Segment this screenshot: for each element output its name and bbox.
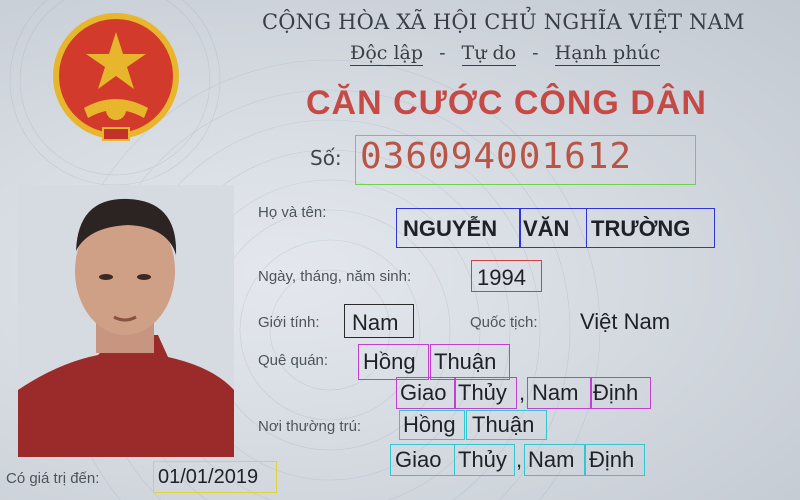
sex-box [344, 304, 414, 338]
dob-value: 1994 [477, 265, 526, 290]
hometown-line1-word-2-box [430, 344, 510, 380]
nationality-value: Việt Nam [580, 309, 671, 334]
national-emblem-icon [48, 10, 184, 150]
hometown-line2-word-2: Thủy [458, 380, 507, 405]
dob-box [471, 260, 542, 292]
hometown-line2-word-1: Giao [400, 380, 447, 405]
name-part-1-box [396, 208, 521, 248]
hometown-label: Quê quán: [258, 352, 329, 369]
residence-line2-comma: , [516, 447, 523, 472]
nationality-label: Quốc tịch: [470, 314, 538, 331]
hometown-line1-word-1-box [358, 344, 429, 380]
name-part-1: NGUYỄN [403, 216, 498, 241]
expiry-label: Có giá trị đến: [6, 470, 100, 487]
residence-line1-word-1: Hồng [403, 412, 456, 437]
national-motto [350, 42, 660, 64]
hometown-line2-word-4-box [591, 377, 651, 409]
dob-label: Ngày, tháng, năm sinh: [258, 268, 412, 285]
motto-happiness: Hạnh phúc [554, 42, 661, 64]
hometown-line2-word-3: Nam [532, 380, 579, 405]
id-number-box [355, 135, 696, 185]
residence-line2-word-3: Nam [528, 447, 575, 472]
hometown-line1-word-1: Hồng [363, 349, 416, 374]
sex-value: Nam [352, 310, 399, 335]
hometown-line2-word-1-box [396, 377, 455, 409]
portrait-icon [18, 185, 234, 457]
id-number-label: Số: [310, 146, 342, 170]
sex-label: Giới tính: [258, 314, 320, 331]
full-name-label: Họ và tên: [258, 204, 327, 221]
hometown-line2-word-4: Định [593, 380, 639, 405]
motto-separator-1: - [439, 42, 446, 64]
card-title: CĂN CƯỚC CÔNG DÂN [306, 84, 707, 122]
name-part-2: VĂN [523, 216, 570, 241]
portrait-photo [18, 185, 234, 457]
name-part-3-box [586, 208, 715, 248]
hometown-line1-word-2: Thuận [434, 349, 497, 374]
name-part-2-box [519, 208, 587, 248]
country-name: CỘNG HÒA XÃ HỘI CHỦ NGHĨA VIỆT NAM [262, 10, 745, 34]
motto-separator-2: - [532, 42, 539, 64]
motto-freedom: Tự do [461, 42, 517, 64]
hometown-line2-word-3-box [527, 377, 591, 409]
residence-line1-word-2-box [466, 410, 547, 440]
residence-line2-word-4-box [585, 444, 645, 476]
residence-line2-word-2: Thủy [458, 447, 507, 472]
expiry-box [153, 461, 277, 493]
residence-line2-word-2-box [454, 444, 515, 476]
hometown-line2-comma: , [519, 380, 526, 405]
residence-line1-word-1-box [399, 410, 465, 440]
motto-independence: Độc lập [350, 42, 424, 64]
expiry-value: 01/01/2019 [158, 466, 259, 488]
residence-label: Nơi thường trú: [258, 418, 362, 435]
residence-line2-word-1-box [390, 444, 455, 476]
residence-line1-word-2: Thuận [472, 412, 535, 437]
hometown-line2-word-2-box [455, 377, 517, 409]
residence-line2-word-1: Giao [395, 447, 442, 472]
id-number-value: 036094001612 [360, 136, 633, 177]
residence-line2-word-4: Định [589, 447, 635, 472]
residence-line2-word-3-box [524, 444, 585, 476]
name-part-3: TRƯỜNG [591, 216, 691, 241]
